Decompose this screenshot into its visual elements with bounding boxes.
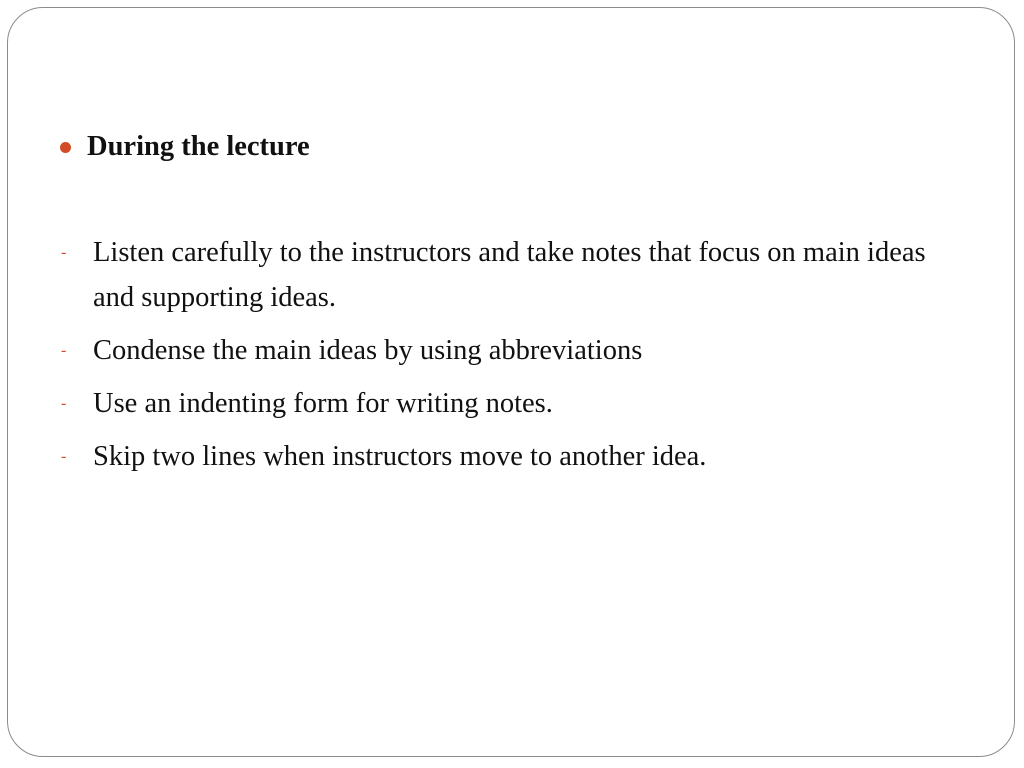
list-item xyxy=(60,434,960,479)
heading-row xyxy=(60,127,310,167)
dash-marker: - xyxy=(61,448,67,465)
list-item-text: Condense the main ideas by using abbreviations xyxy=(93,335,643,366)
dash-marker: - xyxy=(61,342,67,359)
list-item-text: Listen carefully to the instructors and take notes that focus on main ideas and supporting ideas. xyxy=(93,237,926,313)
list-item-text: Skip two lines when instructors move to another idea. xyxy=(93,441,707,472)
bullet-list xyxy=(60,230,960,487)
dash-marker: - xyxy=(61,244,67,261)
dash-marker: - xyxy=(61,395,67,412)
bullet-dot-icon xyxy=(60,142,71,153)
list-item xyxy=(60,381,960,426)
list-item xyxy=(60,230,960,320)
slide-heading: During the lecture xyxy=(87,131,310,162)
list-item-text: Use an indenting form for writing notes. xyxy=(93,388,553,419)
list-item xyxy=(60,328,960,373)
